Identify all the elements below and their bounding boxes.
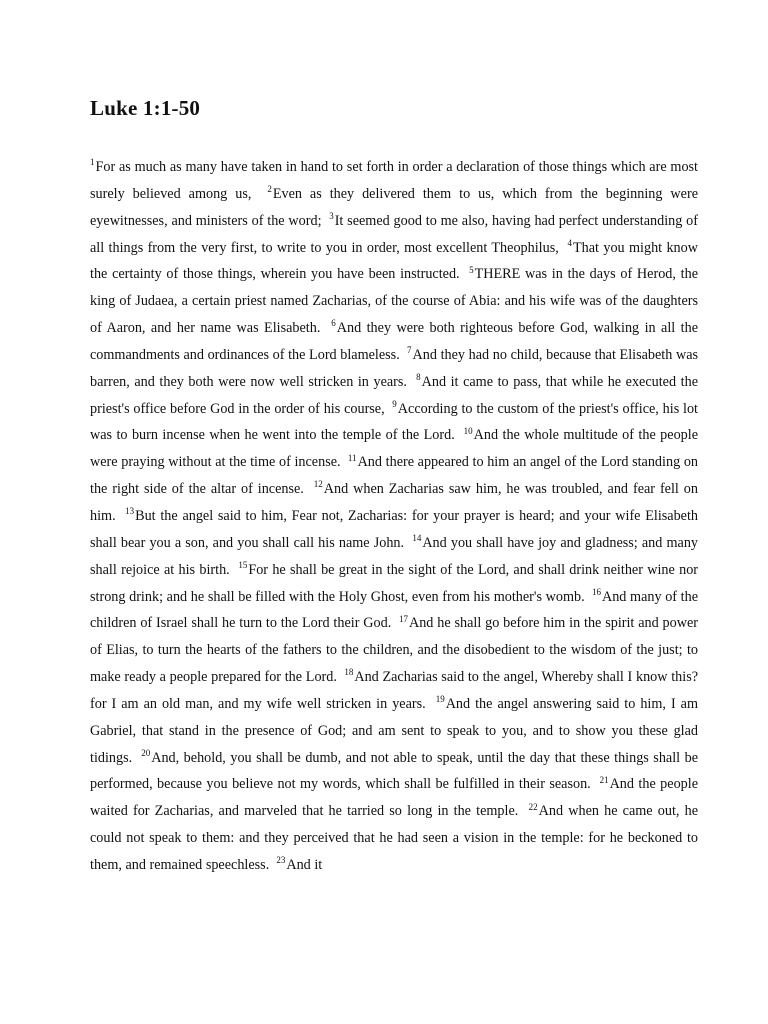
verse-number: 15 <box>238 559 248 570</box>
verse-number: 9 <box>392 398 397 409</box>
verse-text: And they were both righteous before God, walking in all the commandments and ordinances of the Lord blameless. <box>90 320 699 363</box>
verse-number: 23 <box>276 855 286 866</box>
verse-text: And when he came out, he could not speak to them: and they perceived that he had seen a vision in the temple: for he beckoned to them, and remained speechless. <box>90 803 698 873</box>
verse-text: And the angel answering said to him, I am Gabriel, that stand in the presence of God; and am sent to speak to you, and to show you these glad tidings. <box>90 695 698 766</box>
verse-number: 18 <box>344 667 354 678</box>
verse-text: And Zacharias said to the angel, Whereby shall I know this? for I am an old man, and my wife well stricken in years. <box>90 669 699 712</box>
verse-text: And the whole multitude of the people were praying without at the time of incense. <box>90 427 698 471</box>
verse-text: And many of the children of Israel shall he turn to the Lord their God. <box>90 588 699 632</box>
verse-text: And you shall have joy and gladness; and many shall rejoice at his birth. <box>90 534 699 578</box>
verse-number: 16 <box>591 586 601 597</box>
verse-number: 14 <box>412 533 422 544</box>
verse-number: 5 <box>469 264 474 275</box>
verse-text: And he shall go before him in the spirit and power of Elias, to turn the hearts of the fathers to the children, and the disobedient to the wisdom of the just; to make ready a people prepared for the Lord. <box>90 615 699 686</box>
verse-number: 19 <box>435 694 445 705</box>
verse-number: 22 <box>528 801 538 812</box>
verse-text: That you might know the certainty of those things, wherein you have been instructed. <box>90 239 698 283</box>
verse-number: 3 <box>329 210 334 221</box>
verse-text: And the people waited for Zacharias, and marveled that he tarried so long in the temple. <box>90 776 698 820</box>
verse-number: 21 <box>599 774 609 785</box>
verse-number: 12 <box>313 479 323 490</box>
verse-text: For he shall be great in the sight of the Lord, and shall drink neither wine nor strong drink; and he shall be filled with the Holy Ghost, even from his mother's womb. <box>90 561 699 605</box>
verse-number: 6 <box>331 318 336 329</box>
verse-text: And when Zacharias saw him, he was troubled, and fear fell on him. <box>90 481 698 524</box>
verse-text: According to the custom of the priest's office, his lot was to burn incense when he went into the temple of the Lord. <box>90 400 699 444</box>
page-title: Luke 1:1-50 <box>90 96 201 120</box>
verse-number: 4 <box>567 237 572 248</box>
verse-text: Even as they delivered them to us, which from the beginning were eyewitnesses, and ministers of the word; <box>90 185 698 229</box>
verse-text: And they had no child, because that Elisabeth was barren, and they both were now well stricken in years. <box>90 346 699 390</box>
verse-number: 20 <box>141 747 151 758</box>
verse-text: THERE was in the days of Herod, the king of Judaea, a certain priest named Zacharias, of the course of Abia: and his wife was of the daughters of Aaron, and her name was Elisabeth. <box>90 266 698 337</box>
verse-text: But the angel said to him, Fear not, Zacharias: for your prayer is heard; and your wife Elisabeth shall bear you a son, and you shall call his name John. <box>90 507 698 551</box>
verse-number: 7 <box>407 345 412 356</box>
verse-number: 1 <box>90 157 95 168</box>
verse-number: 10 <box>463 425 473 436</box>
verse-number: 11 <box>347 452 357 463</box>
verse-text: And there appeared to him an angel of the Lord standing on the right side of the altar of incense. <box>90 454 699 498</box>
verse-text: And it came to pass, that while he executed the priest's office before God in the order of his course, <box>90 373 698 417</box>
verse-number: 13 <box>125 506 135 517</box>
verse-number: 17 <box>398 613 408 624</box>
verse-number: 2 <box>267 184 272 195</box>
verse-text: And it <box>286 856 323 873</box>
verse-text: And, behold, you shall be dumb, and not able to speak, until the day that these things shall be performed, because you believe not my words, which shall be fulfilled in their season. <box>90 749 699 793</box>
scripture-body <box>90 154 698 879</box>
verse-number: 8 <box>416 372 421 383</box>
verse-text: It seemed good to me also, having had perfect understanding of all things from the very first, to write to you in order, most excellent Theophilus, <box>90 212 699 256</box>
verse-text: For as much as many have taken in hand to set forth in order a declaration of those things which are most surely believed among us, <box>90 159 698 202</box>
